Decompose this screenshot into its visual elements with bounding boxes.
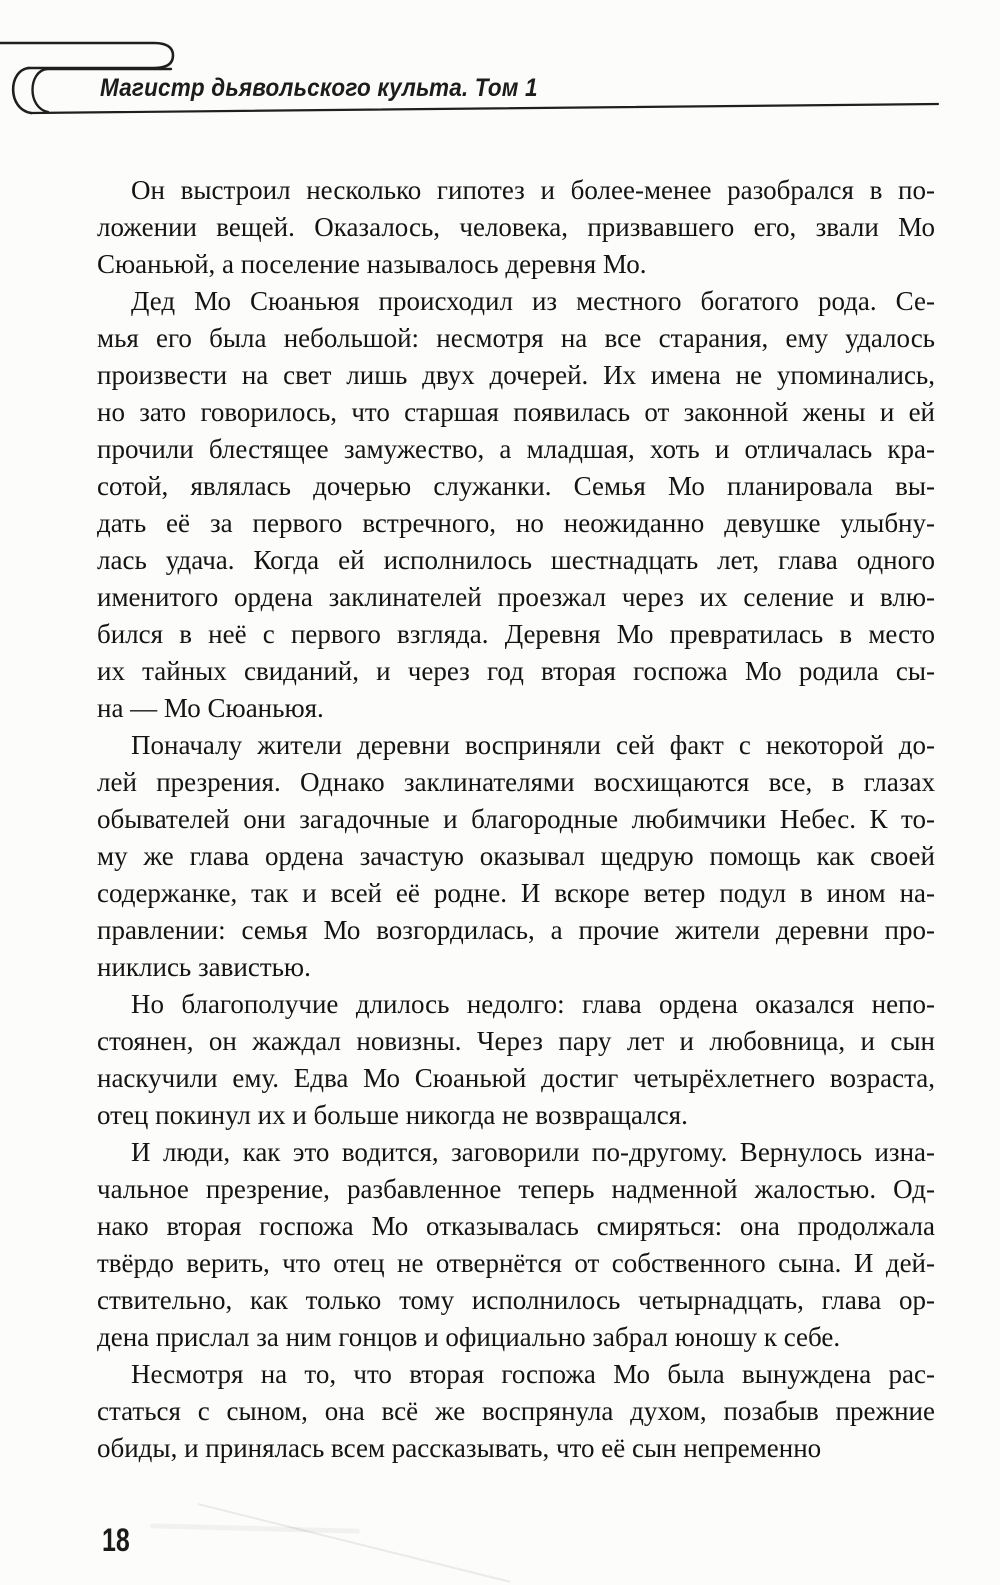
text-line: их тайных свиданий, и через год вторая госпожа Мо родила сы- (97, 656, 935, 686)
paragraph (97, 172, 935, 283)
text-line: мья его была небольшой: несмотря на все старания, ему удалось (97, 323, 935, 353)
text-line: Несмотря на то, что вторая госпожа Мо была вынуждена рас- (131, 1359, 935, 1389)
text-line: стоянен, он жаждал новизны. Через пару лет и любовница, и сын (97, 1026, 935, 1056)
text-line: правлении: семья Мо возгордилась, а прочие жители деревни про- (97, 915, 935, 945)
text-line: Поначалу жители деревни восприняли сей факт с некоторой до- (131, 730, 935, 760)
text-line: именитого ордена заклинателей проезжал через их селение и влю- (97, 582, 935, 612)
paragraph (97, 1134, 935, 1356)
text-line: дена прислал за ним гонцов и официально забрал юношу к себе. (97, 1322, 841, 1352)
text-line: Он выстроил несколько гипотез и более-менее разобрался в по- (131, 175, 935, 205)
text-line: ствительно, как только тому исполнилось четырнадцать, глава ор- (97, 1285, 935, 1315)
body-text (97, 172, 935, 1467)
paragraph (97, 283, 935, 727)
text-line: му же глава ордена зачастую оказывал щедрую помощь как своей (97, 841, 935, 871)
text-line: но зато говорилось, что старшая появилась от законной жены и ей (97, 397, 935, 427)
paragraph (97, 727, 935, 986)
text-line: отец покинул их и больше никогда не возвращался. (97, 1100, 688, 1130)
text-line: статься с сыном, она всё же воспрянула духом, позабыв прежние (97, 1396, 935, 1426)
text-line: ложении вещей. Оказалось, человека, призвавшего его, звали Мо (97, 212, 935, 242)
page-number: 18 (102, 1522, 130, 1558)
text-line: нако вторая госпожа Мо отказывалась смиряться: она продолжала (97, 1211, 935, 1241)
text-line: лей презрения. Однако заклинателями восхищаются все, в глазах (97, 767, 935, 797)
text-line: на — Мо Сюаньюя. (97, 693, 324, 723)
text-line: Сюаньюй, а поселение называлось деревня Мо. (97, 249, 647, 279)
text-line: Но благополучие длилось недолго: глава ордена оказался непо- (131, 989, 935, 1019)
text-line: твёрдо верить, что отец не отвернётся от собственного сына. И дей- (97, 1248, 935, 1278)
paragraph (97, 1356, 935, 1467)
text-line: наскучили ему. Едва Мо Сюаньюй достиг четырёхлетнего возраста, (97, 1063, 935, 1093)
text-line: содержанке, так и всей её родне. И вскоре ветер подул в ином на- (97, 878, 935, 908)
text-line: чальное презрение, разбавленное теперь надменной жалостью. Од- (97, 1174, 935, 1204)
text-line: дать её за первого встречного, но неожиданно девушке улыбну- (97, 508, 935, 538)
paragraph (97, 986, 935, 1134)
running-head-title: Магистр дьявольского культа. Том 1 (100, 74, 538, 102)
text-line: Дед Мо Сюаньюя происходил из местного богатого рода. Се- (131, 286, 935, 316)
text-line: лась удача. Когда ей исполнилось шестнадцать лет, глава одного (97, 545, 935, 575)
scroll-ribbon-graphic (0, 0, 1000, 130)
text-line: сотой, являлась дочерью служанки. Семья Мо планировала вы- (97, 471, 935, 501)
scan-scratch-artifact (198, 1503, 511, 1583)
text-line: никлись завистью. (97, 952, 311, 982)
text-line: произвести на свет лишь двух дочерей. Их имена не упоминались, (97, 360, 935, 390)
text-line: бился в неё с первого взгляда. Деревня Мо превратилась в место (97, 619, 935, 649)
text-line: обывателей они загадочные и благородные любимчики Небес. К то- (97, 804, 935, 834)
text-line: обиды, и принялась всем рассказывать, что её сын непременно (97, 1433, 822, 1463)
scan-smudge-artifact (150, 1523, 360, 1533)
text-line: прочили блестящее замужество, а младшая, хоть и отличалась кра- (97, 434, 935, 464)
text-line: И люди, как это водится, заговорили по-другому. Вернулось изна- (131, 1137, 935, 1167)
